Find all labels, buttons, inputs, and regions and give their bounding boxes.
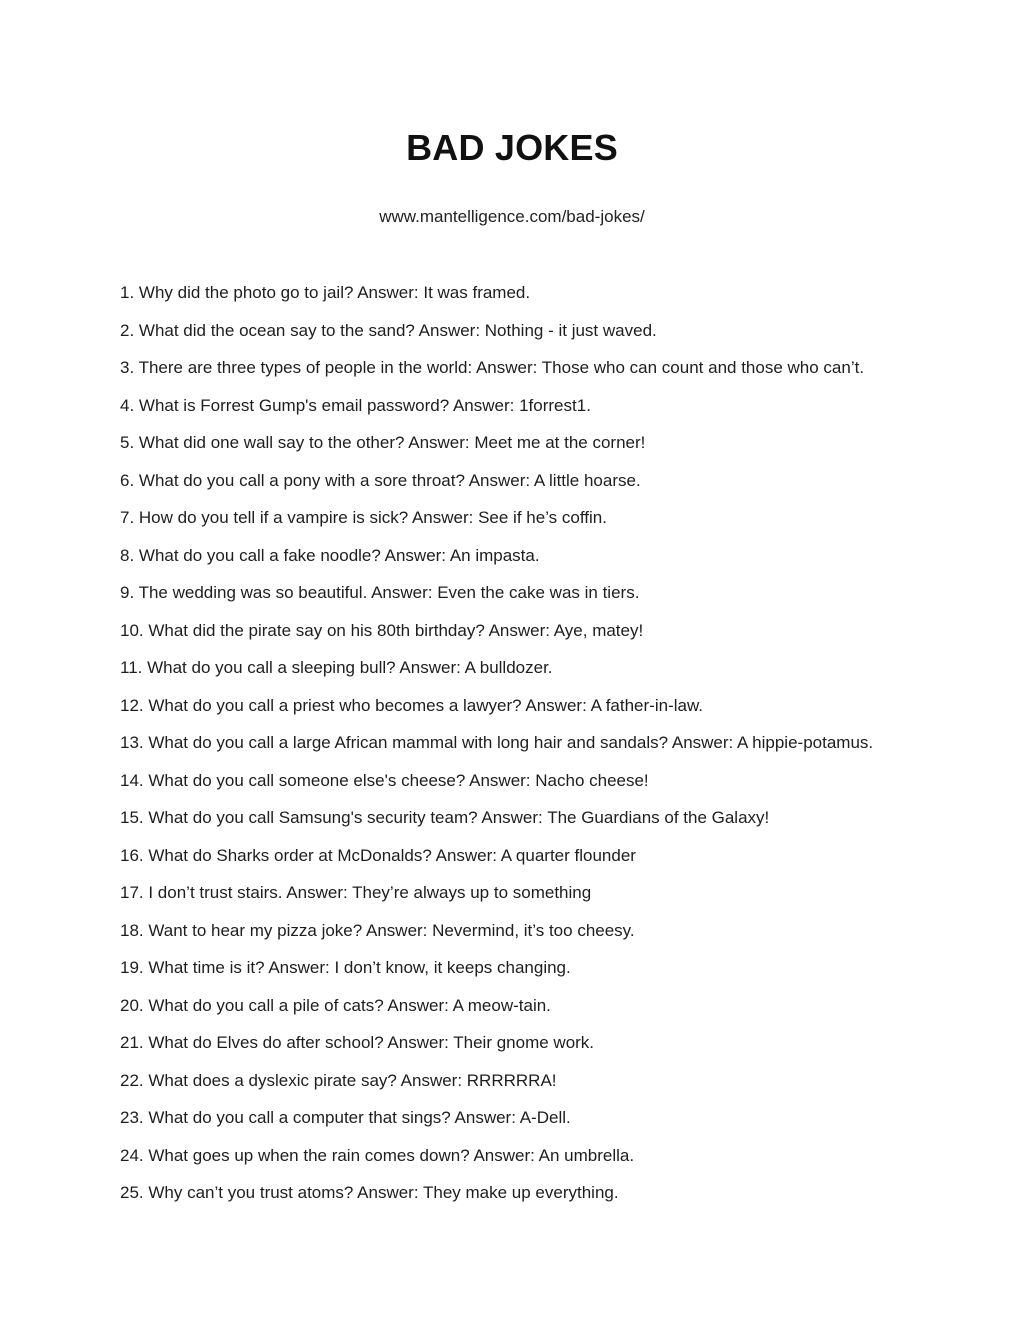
page-title: BAD JOKES [406, 127, 618, 168]
source-url: www.mantelligence.com/bad-jokes/ [379, 207, 645, 226]
list-item: 21. What do Elves do after school? Answer: Their gnome work. [120, 1033, 595, 1052]
list-item: 2. What did the ocean say to the sand? Answer: Nothing - it just waved. [120, 320, 657, 340]
list-item: 6. What do you call a pony with a sore throat? Answer: A little hoarse. [120, 470, 641, 490]
list-item: 24. What goes up when the rain comes down? Answer: An umbrella. [120, 1145, 635, 1165]
list-item: 13. What do you call a large African mammal with long hair and sandals? Answer: A hippie-potamus. [120, 733, 874, 752]
list-item: 15. What do you call Samsung's security team? Answer: The Guardians of the Galaxy! [120, 808, 770, 827]
list-item: 10. What did the pirate say on his 80th birthday? Answer: Aye, matey! [120, 620, 644, 640]
list-item: 4. What is Forrest Gump's email password? Answer: 1forrest1. [120, 395, 591, 415]
list-item: 3. There are three types of people in the world: Answer: Those who can count and those who can’t. [120, 358, 865, 377]
list-item: 18. Want to hear my pizza joke? Answer: Nevermind, it’s too cheesy. [120, 920, 635, 940]
list-item: 8. What do you call a fake noodle? Answer: An impasta. [120, 545, 540, 565]
list-item: 1. Why did the photo go to jail? Answer: It was framed. [120, 283, 531, 302]
list-item: 20. What do you call a pile of cats? Answer: A meow-tain. [120, 995, 551, 1015]
list-item: 19. What time is it? Answer: I don’t know, it keeps changing. [120, 958, 571, 977]
list-item: 25. Why can’t you trust atoms? Answer: They make up everything. [120, 1183, 619, 1202]
list-item: 22. What does a dyslexic pirate say? Answer: RRRRRRA! [120, 1070, 557, 1090]
list-item: 23. What do you call a computer that sings? Answer: A-Dell. [120, 1108, 571, 1127]
list-item: 9. The wedding was so beautiful. Answer: Even the cake was in tiers. [120, 583, 640, 602]
list-item: 11. What do you call a sleeping bull? Answer: A bulldozer. [120, 658, 553, 677]
list-item: 17. I don’t trust stairs. Answer: They’re always up to something [120, 883, 592, 902]
list-item: 5. What did one wall say to the other? Answer: Meet me at the corner! [120, 433, 646, 452]
list-item: 16. What do Sharks order at McDonalds? Answer: A quarter flounder [120, 845, 636, 865]
list-item: 12. What do you call a priest who becomes a lawyer? Answer: A father-in-law. [120, 695, 704, 715]
list-item: 14. What do you call someone else's cheese? Answer: Nacho cheese! [120, 770, 649, 790]
joke-list [120, 279, 1000, 1217]
list-item: 7. How do you tell if a vampire is sick? Answer: See if he’s coffin. [120, 508, 607, 527]
